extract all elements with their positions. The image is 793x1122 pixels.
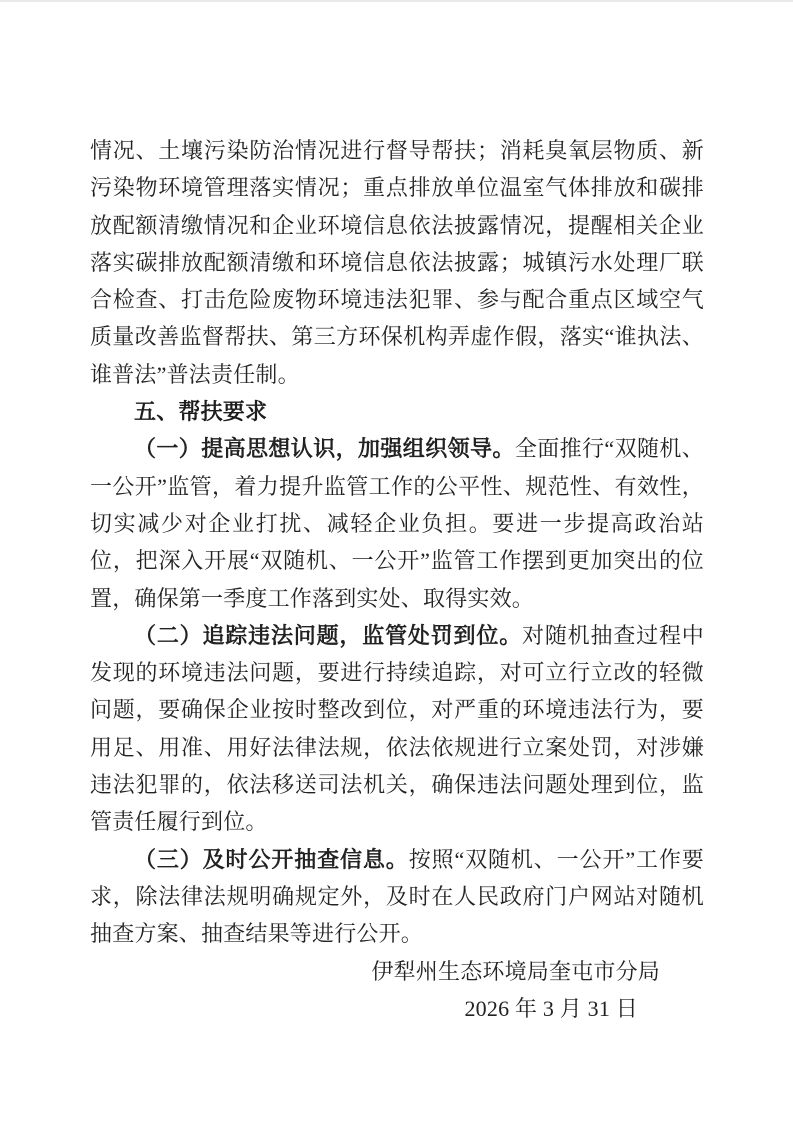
section-heading: 五、帮扶要求	[134, 399, 268, 425]
paragraph-3-text: 按照“双随机、一公开”工作要求，除法律法规明确规定外，及时在人民政府门户网站对随机抽查方案、抽查结果等进行公开。	[90, 846, 704, 947]
document-body	[90, 132, 704, 1027]
paragraph-item-1	[90, 430, 704, 616]
paragraph-item-2	[90, 617, 704, 841]
paragraph-2-text: 对随机抽查过程中发现的环境违法问题，要进行持续追踪，对可立行立改的轻微问题，要确保企业按时整改到位，对严重的环境违法行为，要用足、用准、用好法律法规，依法依规进行立案处罚，对涉嫌违法犯罪的，依法移送司法机关，确保违法问题处理到位，监管责任履行到位。	[90, 622, 704, 835]
document-date: 2026 年 3 月 31 日	[464, 995, 638, 1021]
paragraph-1-lead: （一）提高思想认识，加强组织领导。	[134, 436, 515, 462]
paragraph-3-lead: （三）及时公开抽查信息。	[134, 846, 409, 872]
paragraph-2-lead: （二）追踪违法问题，监管处罚到位。	[134, 622, 523, 648]
paragraph-item-3	[90, 841, 704, 953]
continuation-paragraph: 情况、土壤污染防治情况进行督导帮扶；消耗臭氧层物质、新污染物环境管理落实情况；重点排放单位温室气体排放和碳排放配额清缴情况和企业环境信息依法披露情况，提醒相关企业落实碳排放配额清缴和环境信息依法披露；城镇污水处理厂联合检查、打击危险废物环境违法犯罪、参与配合重点区域空气质量改善监督帮扶、第三方环保机构弄虚作假，落实“谁执法、谁普法”普法责任制。	[90, 138, 704, 387]
paragraph-1-text: 全面推行“双随机、一公开”监管，着力提升监管工作的公平性、规范性、有效性，切实减少对企业打扰、减轻企业负担。要进一步提高政治站位，把深入开展“双随机、一公开”监管工作摆到更加突出的位置，确保第一季度工作落到实处、取得实效。	[90, 436, 704, 611]
signature: 伊犁州生态环境局奎屯市分局	[371, 958, 660, 984]
